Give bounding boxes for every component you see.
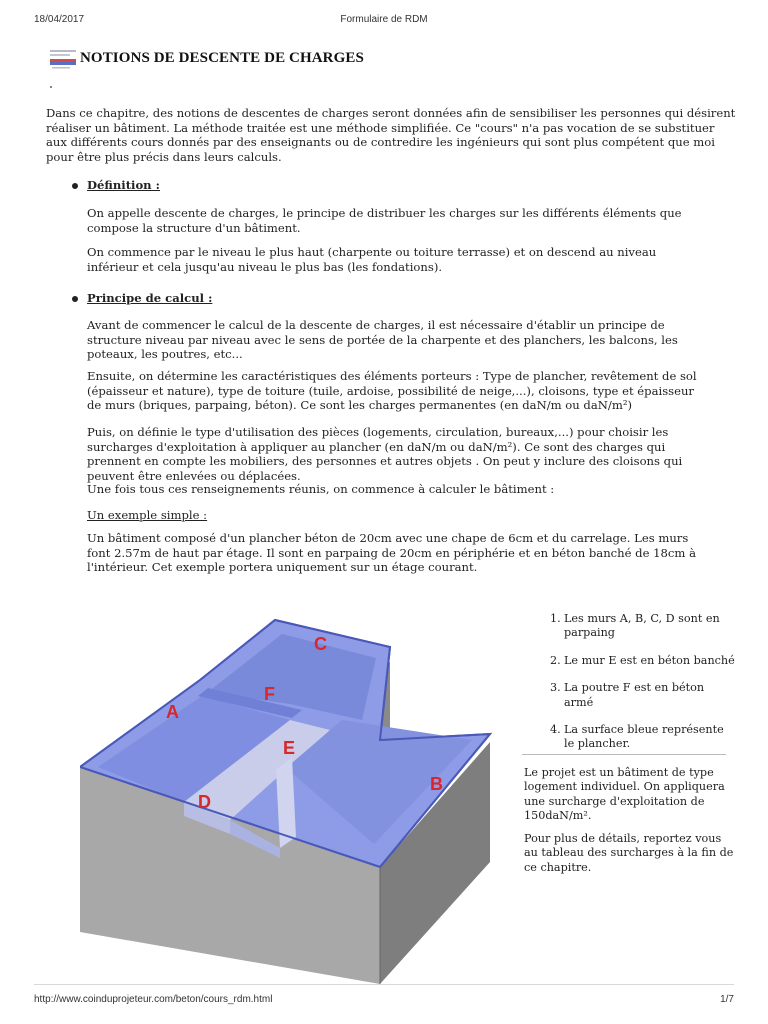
details-paragraph: Pour plus de détails, reportez vous au tableau des surcharges à la fin de ce chapitre. (524, 832, 734, 874)
footer-url[interactable]: http://www.coinduprojeteur.com/beton/cours_rdm.html (34, 994, 273, 1005)
label-e: E (283, 738, 296, 758)
label-b: B (430, 774, 443, 794)
definition-paragraph-2: On commence par le niveau le plus haut (charpente ou toiture terrasse) et on descend au niveau inférieur et cela jusqu'au niveau le plus bas (les fondations). (87, 245, 657, 274)
page-title: NOTIONS DE DESCENTE DE CHARGES (80, 50, 364, 66)
project-paragraph: Le projet est un bâtiment de type logement individuel. On appliquera une surcharge d'exploitation de 150daN/m². (524, 766, 725, 823)
print-title: Formulaire de RDM (340, 14, 428, 25)
print-date: 18/04/2017 (34, 14, 85, 25)
example-paragraph: Un bâtiment composé d'un plancher béton de 20cm avec une chape de 6cm et du carrelage. Les murs font 2.57m de haut par étage. Il sont en parpaing de 20cm en périphérie et en béton banché de 18cm à l'intérieur. Cet exemple portera uniquement sur un étage courant. (87, 531, 696, 575)
list-item: 4. La surface bleue représente le plancher. (550, 723, 724, 751)
principe-heading: Principe de calcul : (87, 291, 213, 305)
footer-divider (34, 984, 734, 985)
definition-heading: Définition : (87, 178, 160, 192)
label-c: C (314, 634, 327, 654)
label-f: F (264, 684, 275, 704)
example-heading: Un exemple simple : (87, 508, 208, 522)
list-item: 3. La poutre F est en béton armé (550, 681, 705, 709)
principe-paragraph-2: Ensuite, on détermine les caractéristiques des éléments porteurs : Type de plancher, revêtement de sol (épaisseur et nature), type de toiture (tuile, ardoise, possibilité de neige,...), cloisons, type et épaisseur de murs (briques, parpaing, béton). Ce sont les charges permanentes (en daN/m ou daN/m²) (87, 369, 697, 413)
site-logo (48, 48, 78, 70)
building-illustration (80, 612, 500, 984)
definition-paragraph-1: On appelle descente de charges, le principe de distribuer les charges sur les différents éléments que compose la structure d'un bâtiment. (87, 206, 682, 235)
legend-separator (522, 754, 726, 755)
bullet-principe (72, 296, 78, 302)
principe-paragraph-4: Une fois tous ces renseignements réunis, on commence à calculer le bâtiment : (87, 482, 555, 496)
principe-paragraph-3: Puis, on définie le type d'utilisation des pièces (logements, circulation, bureaux,...) pour choisir les surcharges d'exploitation à appliquer au plancher (en daN/m ou daN/m²). Ce sont des charges qui prennent en compte les mobiliers, des personnes et autres objets . On peut y inclure des cloisons qui peuvent être enlevées ou déplacées. (87, 425, 683, 483)
bullet-definition (72, 183, 78, 189)
figure-legend-list (520, 612, 736, 765)
list-item: 1. Les murs A, B, C, D sont en parpaing (550, 612, 720, 640)
label-d: D (198, 792, 211, 812)
separator-dot (50, 86, 52, 88)
principe-paragraph-1: Avant de commencer le calcul de la descente de charges, il est nécessaire d'établir un principe de structure niveau par niveau avec le sens de portée de la charpente et des planchers, les balcons, les poteaux, les poutres, etc... (87, 318, 678, 362)
label-a: A (166, 702, 179, 722)
intro-paragraph: Dans ce chapitre, des notions de descentes de charges seront données afin de sensibiliser les personnes qui désirent réaliser un bâtiment. La méthode traitée est une méthode simplifiée. Ce "cours" n'a pas vocation de se substituer aux différents cours donnés par des enseignants ou de contredire les ingénieurs qui sont plus compétent que moi pour être plus précis dans leurs calculs. (46, 106, 736, 164)
list-item: 2. Le mur E est en béton banché (550, 653, 735, 667)
page-number: 1/7 (720, 994, 734, 1005)
